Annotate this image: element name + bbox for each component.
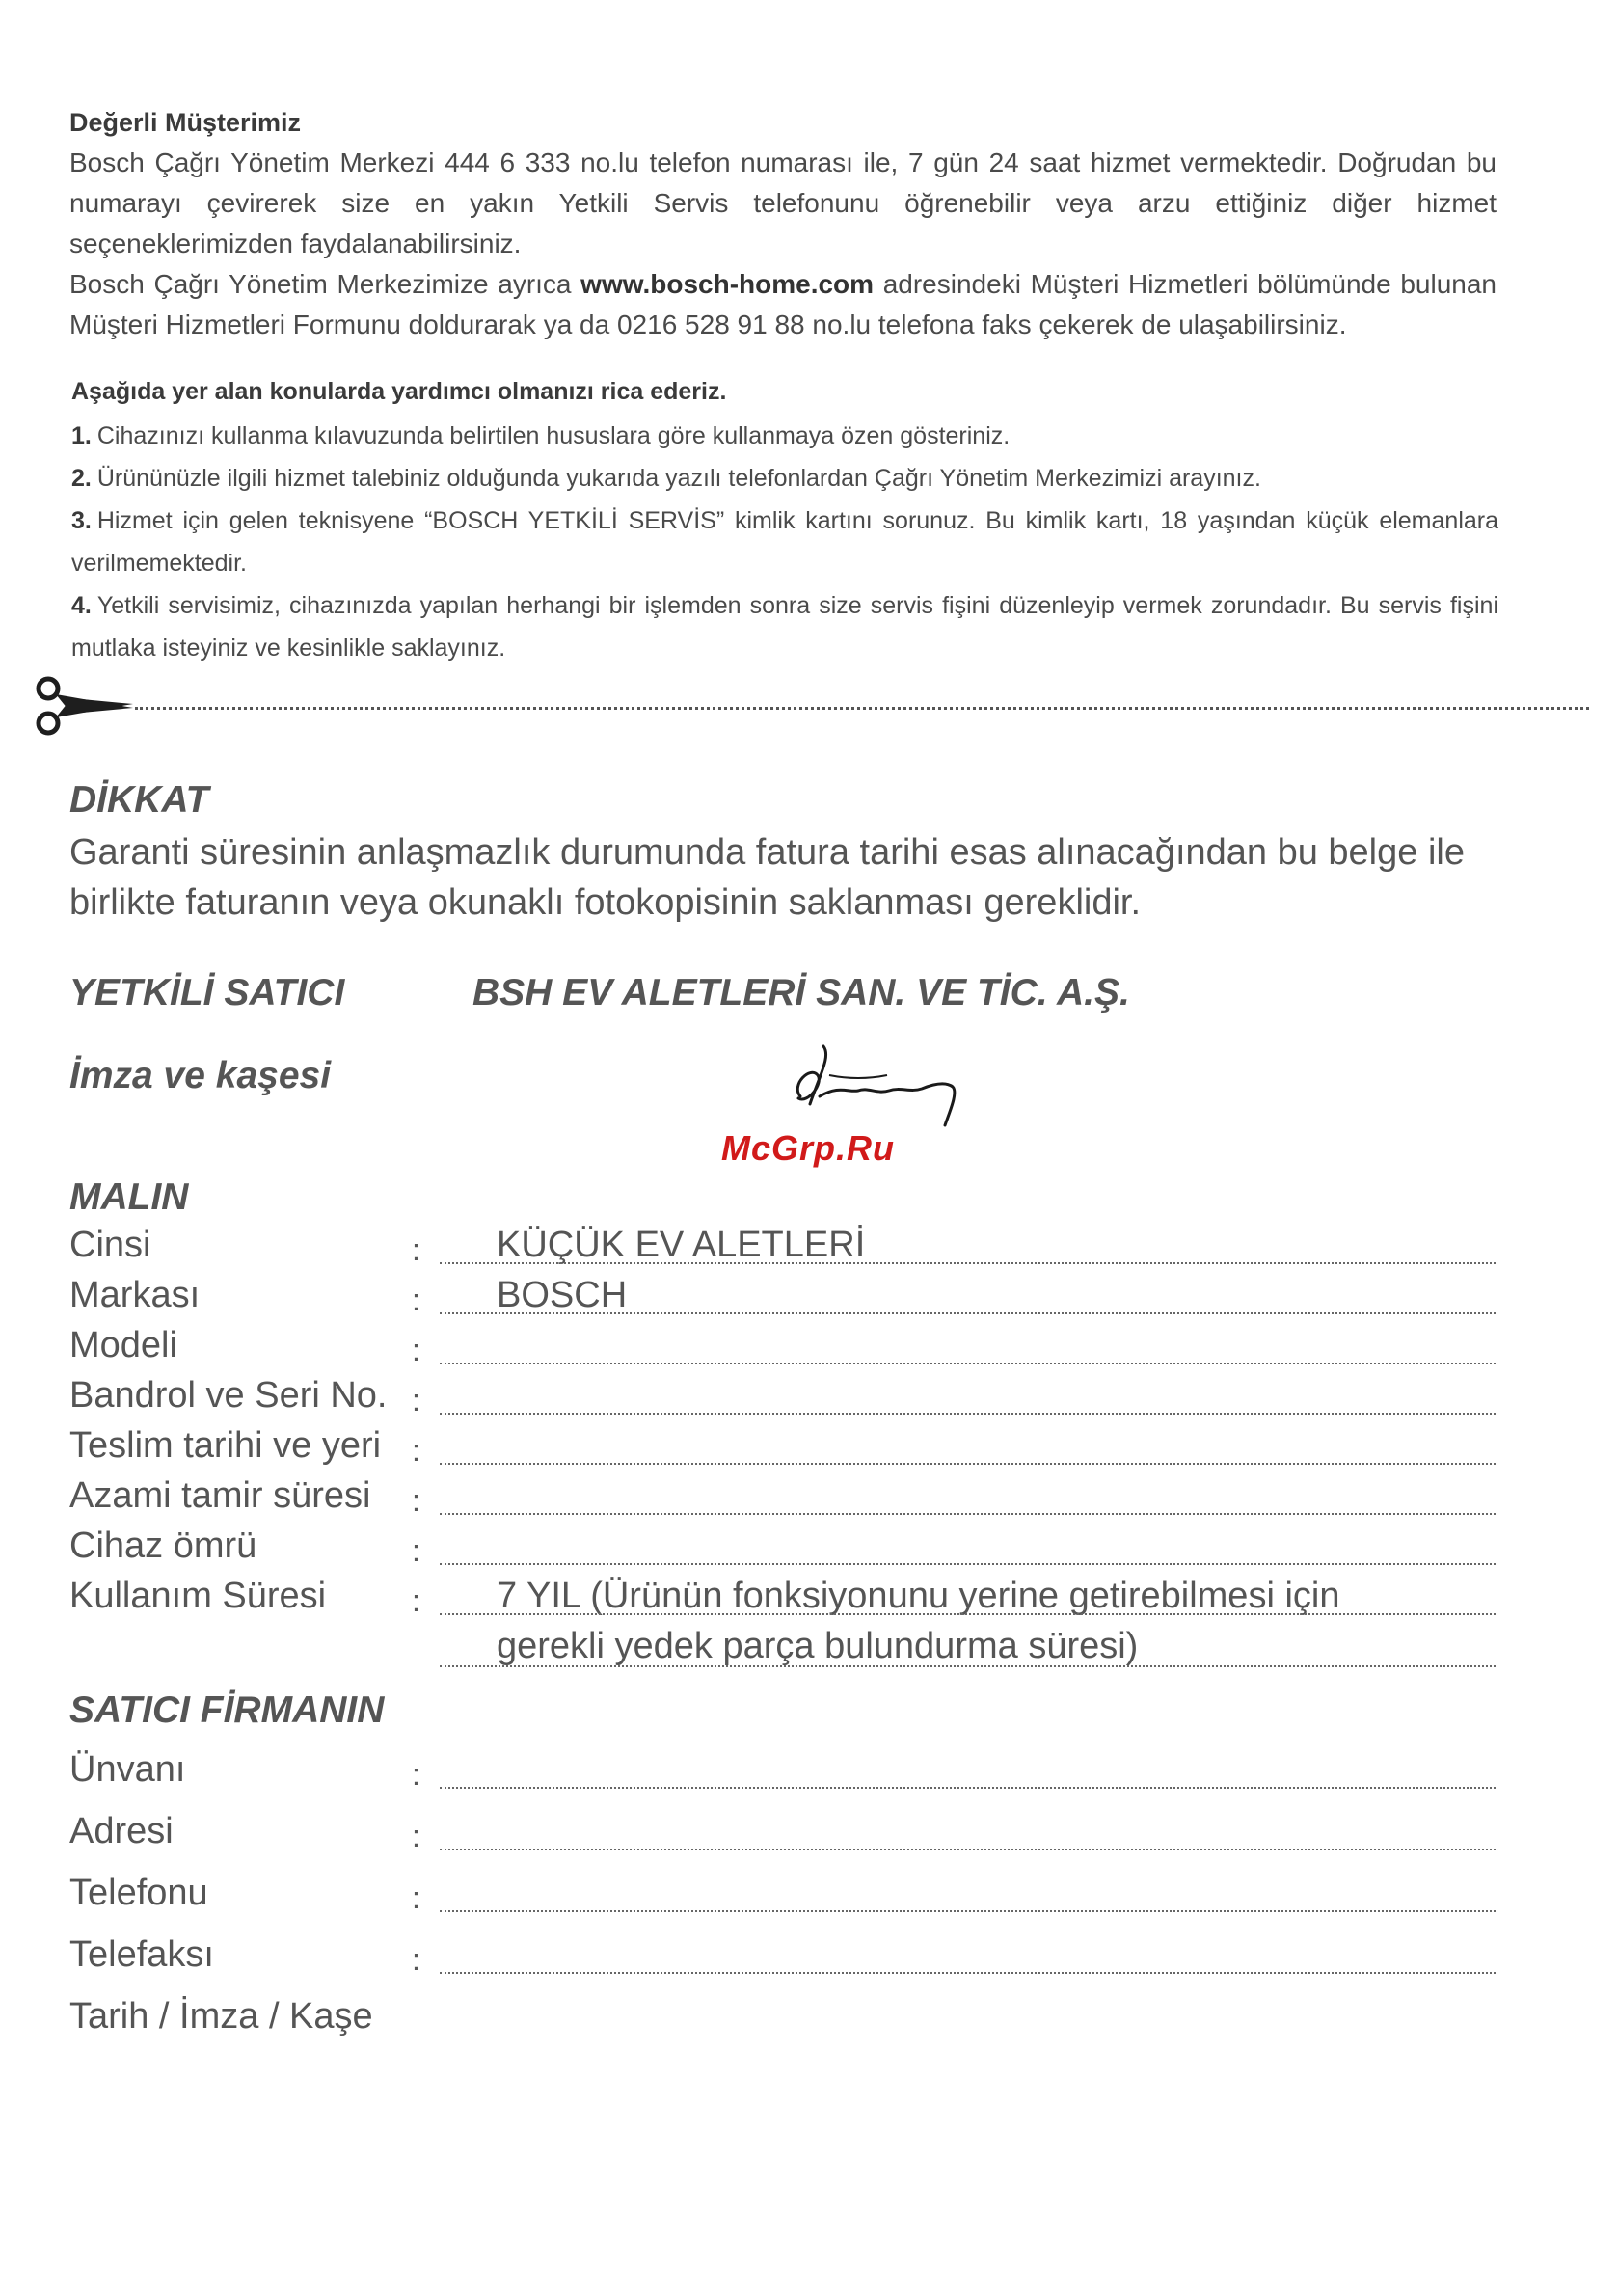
seller-row-label: Telefaksı (69, 1934, 214, 1975)
product-row-label: Markası (69, 1275, 201, 1315)
intro-p2-after: adresindeki Müşteri Hizmetleri bölümünde bulunan Müşteri Hizmetleri Formunu doldurarak ya da 0216 528 91 88 no.lu telefona faks çekerek de ulaşabilirsiniz. (69, 269, 1497, 339)
row-colon: : (412, 1433, 420, 1468)
product-row-label: Teslim tarihi ve yeri (69, 1425, 382, 1466)
intro-title: Değerli Müşterimiz (69, 108, 302, 137)
row-colon: : (412, 1333, 420, 1367)
product-row-label: Bandrol ve Seri No. (69, 1375, 388, 1416)
help-item-text: Cihazınızı kullanma kılavuzunda belirtilen hususlara göre kullanmaya özen gösteriniz. (96, 422, 1011, 449)
help-list (71, 415, 1498, 669)
signature-icon (781, 1037, 974, 1133)
row-colon: : (412, 1533, 420, 1568)
dotted-line (440, 1972, 1496, 1974)
help-title: Aşağıda yer alan konularda yardımcı olmanızı rica ederiz. (71, 378, 727, 405)
product-row-value: BOSCH (497, 1275, 628, 1315)
row-colon: : (412, 1757, 420, 1792)
product-row-continuation: gerekli yedek parça bulundurma süresi) (497, 1626, 1139, 1666)
seller-row-label: Ünvanı (69, 1749, 186, 1790)
dikkat-text: Garanti süresinin anlaşmazlık durumunda fatura tarihi esas alınacağından bu belge ile birlikte faturanın veya okunaklı fotokopisinin saklanması gereklidir. (69, 832, 1465, 923)
product-row-label: Cinsi (69, 1225, 151, 1265)
help-item (71, 415, 1498, 457)
row-colon: : (412, 1880, 420, 1915)
row-colon: : (412, 1483, 420, 1518)
product-row-label: Modeli (69, 1325, 177, 1365)
dotted-line (440, 1262, 1496, 1264)
authorized-seller-name: BSH EV ALETLERİ SAN. VE TİC. A.Ş. (472, 972, 1130, 1013)
dotted-line (440, 1613, 1496, 1615)
scissors-icon (33, 675, 139, 737)
cut-line (135, 707, 1589, 710)
signature-label: İmza ve kaşesi (69, 1055, 332, 1096)
help-item (71, 584, 1498, 669)
product-row-value: KÜÇÜK EV ALETLERİ (497, 1225, 866, 1265)
product-row-label: Kullanım Süresi (69, 1576, 327, 1616)
dotted-line (440, 1513, 1496, 1515)
dotted-line (440, 1463, 1496, 1465)
help-item (71, 457, 1498, 500)
dotted-line (440, 1563, 1496, 1565)
dotted-line (440, 1665, 1496, 1667)
help-item-number: 1. (71, 422, 92, 449)
help-item-number: 4. (71, 592, 92, 619)
dotted-line (440, 1363, 1496, 1364)
help-item-text: Ürününüzle ilgili hizmet talebiniz olduğunda yukarıda yazılı telefonlardan Çağrı Yönetim Merkezimizi arayınız. (96, 465, 1261, 492)
dotted-line (440, 1910, 1496, 1912)
intro-paragraph-1: Bosch Çağrı Yönetim Merkezi 444 6 333 no.lu telefon numarası ile, 7 gün 24 saat hizmet vermektedir. Doğrudan bu numarayı çevirerek size en yakın Yetkili Servis telefonunu öğrenebilir veya arzu ettiğiniz diğer hizmet seçeneklerimizden faydalanabilirsiniz. (69, 148, 1497, 258)
help-item-text: Yetkili servisimiz, cihazınızda yapılan herhangi bir işlemden sonra size servis fişini düzenleyip vermek zorundadır. Bu servis fişini mutlaka isteyiniz ve kesinlikle saklayınız. (71, 592, 1498, 662)
help-item-number: 2. (71, 465, 92, 492)
seller-firm-section-title: SATICI FİRMANIN (69, 1689, 385, 1731)
row-colon: : (412, 1819, 420, 1853)
product-row-label: Cihaz ömrü (69, 1526, 257, 1566)
row-colon: : (412, 1232, 420, 1267)
product-section-title: MALIN (69, 1176, 189, 1218)
row-colon: : (412, 1583, 420, 1618)
product-row-label: Azami tamir süresi (69, 1475, 371, 1516)
seller-date-signature-label: Tarih / İmza / Kaşe (69, 1996, 373, 2037)
product-row-value: 7 YIL (Ürünün fonksiyonunu yerine getirebilmesi için (497, 1576, 1340, 1616)
intro-p2-before: Bosch Çağrı Yönetim Merkezimize ayrıca (69, 269, 581, 299)
dotted-line (440, 1312, 1496, 1314)
intro-paragraph-2 (69, 264, 1497, 345)
help-item (71, 500, 1498, 584)
authorized-seller-label: YETKİLİ SATICI (69, 972, 345, 1013)
watermark: McGrp.Ru (721, 1128, 896, 1168)
help-item-number: 3. (71, 507, 92, 534)
help-item-text: Hizmet için gelen teknisyene “BOSCH YETKİLİ SERVİS” kimlik kartını sorunuz. Bu kimlik kartı, 18 yaşından küçük elemanlara verilmemektedir. (71, 507, 1498, 577)
row-colon: : (412, 1383, 420, 1418)
seller-row-label: Adresi (69, 1811, 174, 1851)
dotted-line (440, 1787, 1496, 1789)
dotted-line (440, 1849, 1496, 1850)
row-colon: : (412, 1283, 420, 1317)
dotted-line (440, 1413, 1496, 1415)
seller-row-label: Telefonu (69, 1873, 208, 1913)
website-link: www.bosch-home.com (580, 269, 875, 299)
row-colon: : (412, 1942, 420, 1977)
dikkat-title: DİKKAT (69, 779, 209, 821)
